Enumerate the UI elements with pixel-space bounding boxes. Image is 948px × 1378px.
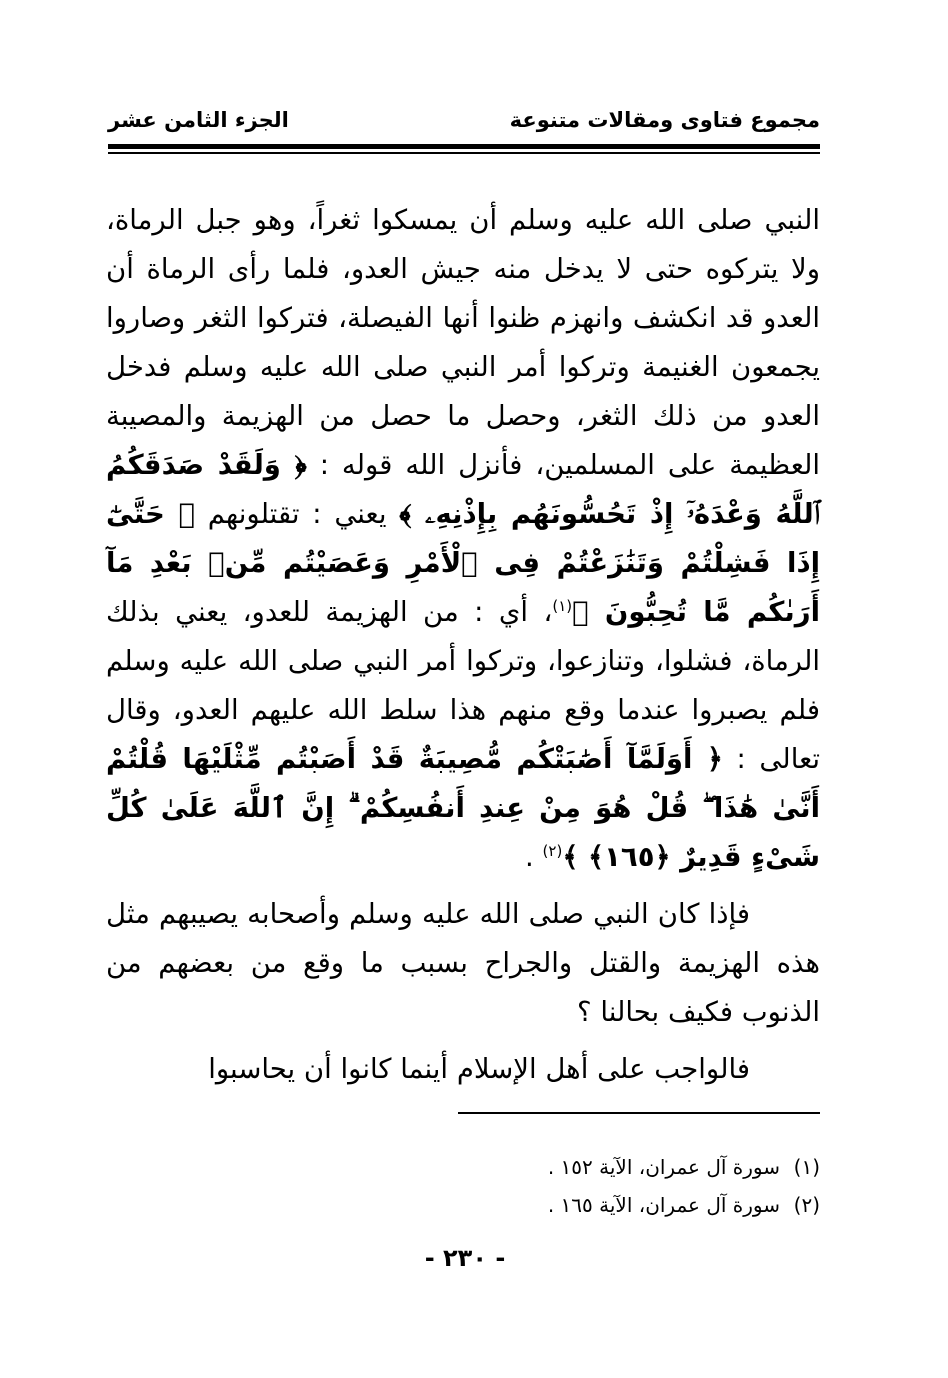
quran-verse-3: ﴿ أَوَلَمَّآ أَصَٰبَتْكُم مُّصِيبَةٌ قَدْ أَصَبْتُم مِّثْلَيْهَا قُلْتُمْ أَنَّىٰ هَٰذَا ۖ قُلْ هُوَ مِنْ عِندِ أَنفُسِكُمْ ۗ إِنَّ ٱللَّهَ عَلَىٰ كُلِّ شَىْءٍ قَدِيرٌ ﴿١٦٥﴾ ﴾ bbox=[106, 743, 820, 873]
footnotes bbox=[300, 1148, 820, 1224]
page-number: - ٢٣٠ - bbox=[424, 1244, 506, 1272]
main-text bbox=[106, 196, 820, 1102]
paragraph-1-part-c: ، أي : من الهزيمة للعدو، يعني بذلك الرماة، فشلوا، وتنازعوا، وتركوا أمر النبي صلى الله عليه وسلم فلم يصبروا عندما وقع منهم هذا سلط الله عليهم العدو، وقال تعالى : bbox=[106, 596, 820, 775]
footnote-2 bbox=[300, 1186, 820, 1224]
paragraph-1-part-b: يعني : تقتلونهم bbox=[207, 498, 387, 530]
quran-verse-2: ﴿ حَتَّىٰٓ إِذَا فَشِلْتُمْ وَتَنَٰزَعْتُمْ فِى ٱلْأَمْرِ وَعَصَيْتُم مِّنۢ بَعْدِ مَآ أَرَىٰكُم مَّا تُحِبُّونَ ﴾ bbox=[106, 498, 820, 628]
paragraph-3: فالواجب على أهل الإسلام أينما كانوا أن يحاسبوا bbox=[208, 1053, 750, 1085]
paragraph-1 bbox=[106, 196, 820, 882]
paragraph-1-part-a: النبي صلى الله عليه وسلم أن يمسكوا ثغراً، وهو جبل الرماة، ولا يتركوه حتى لا يدخل منه جيش العدو، فلما رأى الرماة أن العدو قد انكشف وانهزم ظنوا أنها الفيصلة، فتركوا الثغر وصاروا يجمعون الغنيمة وتركوا أمر النبي صلى الله عليه وسلم فدخل العدو من ذلك الثغر، وحصل ما حصل من الهزيمة والمصيبة العظيمة على المسلمين، فأنزل الله قوله : bbox=[106, 204, 821, 481]
quran-verse-1: ﴿ وَلَقَدْ صَدَقَكُمُ ٱللَّهُ وَعْدَهُۥٓ إِذْ تَحُسُّونَهُم بِإِذْنِهِۦ ﴾ bbox=[106, 449, 820, 530]
header-rule-thick bbox=[108, 144, 820, 149]
footnote-1-number: (١) bbox=[793, 1155, 820, 1179]
footnote-2-number: (٢) bbox=[793, 1193, 820, 1217]
footnote-ref-1: (١) bbox=[552, 596, 573, 615]
paragraph-2: فإذا كان النبي صلى الله عليه وسلم وأصحابه يصيبهم مثل هذه الهزيمة والقتل والجراح بسبب ما وقع من بعضهم من الذنوب فكيف بحالنا ؟ bbox=[106, 898, 820, 1028]
header-rule-thin bbox=[108, 152, 820, 154]
book-title: مجموع فتاوى ومقالات متنوعة bbox=[509, 108, 820, 132]
footnote-ref-2: (٢) bbox=[542, 841, 563, 860]
footnote-1 bbox=[300, 1148, 820, 1186]
footnote-1-text: سورة آل عمران، الآية ١٥٢ . bbox=[547, 1155, 780, 1179]
footnote-2-text: سورة آل عمران، الآية ١٦٥ . bbox=[547, 1193, 780, 1217]
paragraph-1-end: . bbox=[525, 841, 543, 873]
running-header bbox=[108, 108, 820, 142]
volume-label: الجزء الثامن عشر bbox=[108, 108, 289, 132]
footnote-separator bbox=[458, 1112, 820, 1114]
